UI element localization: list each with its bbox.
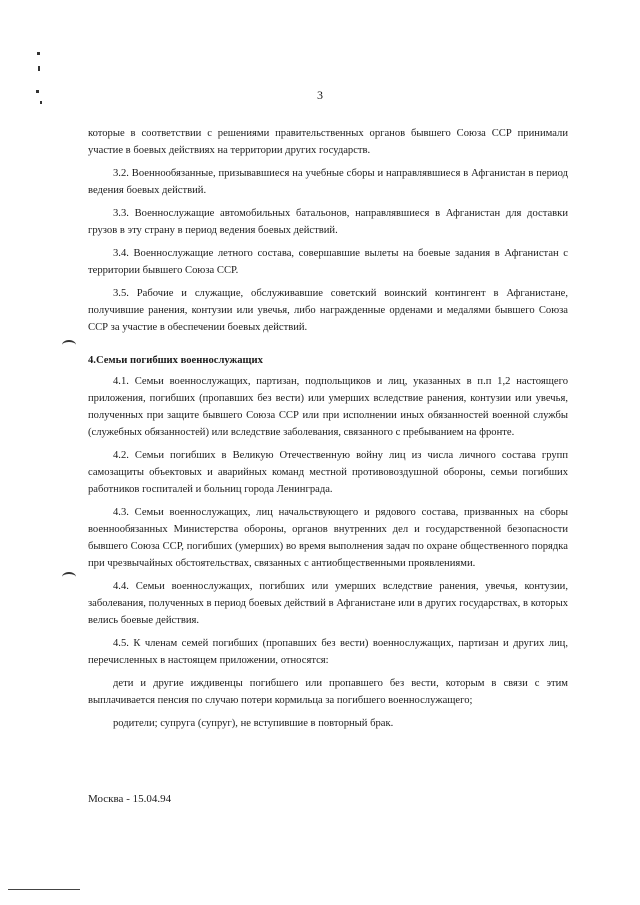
scan-mark [37, 52, 40, 55]
footer-place-date: Москва - 15.04.94 [88, 793, 172, 805]
paragraph: 4.3. Семьи военнослужащих, лиц начальствующего и рядового состава, призванных на сборы военнообязанных Министерства обороны, органов внутренних дел и государственной безопасности бывшего Союза ССР, погибших (умерших) во время выполнения задач по охране общественного порядка при чрезвычайных обстоятельствах, связанных с антиобщественными проявлениями. [88, 507, 568, 569]
paragraph: 3.4. Военнослужащие летного состава, совершавшие вылеты на боевые задания в Афганистан с территории бывшего Союза ССР. [88, 248, 568, 276]
paragraph: 4.4. Семьи военнослужащих, погибших или умерших вследствие ранения, увечья, контузии, заболевания, полученных в период боевых действий в Афганистане или в других государствах, в которых велись боевые действия. [88, 581, 568, 626]
section-heading: 4.Семьи погибших военнослужащих [88, 355, 263, 366]
paragraph: 3.3. Военнослужащие автомобильных батальонов, направлявшиеся в Афганистан для доставки грузов в эту страну в период ведения боевых действий. [88, 208, 568, 236]
paragraph: 3.2. Военнообязанные, призывавшиеся на учебные сборы и направлявшиеся в Афганистан в период ведения боевых действий. [88, 168, 568, 196]
paragraph: 4.5. К членам семей погибших (пропавших без вести) военнослужащих, партизан и других лиц, перечисленных в настоящем приложении, относятся: [88, 638, 568, 666]
document-body [88, 125, 568, 738]
paragraph: дети и другие иждивенцы погибшего или пропавшего без вести, которым в связи с этим выплачивается пенсия по случаю потери кормильца за погибшего военнослужащего; [88, 678, 568, 706]
paragraph: которые в соответствии с решениями правительственных органов бывшего Союза ССР принимали участие в боевых действиях на территории других государств. [88, 128, 568, 156]
paragraph: родители; супруга (супруг), не вступившие в повторный брак. [113, 718, 394, 729]
paragraph: 4.2. Семьи погибших в Великую Отечественную войну лиц из числа личного состава групп самозащиты объектовых и аварийных команд местной противовоздушной обороны, семьи погибших работников госпиталей и больниц города Ленинграда. [88, 450, 568, 495]
punch-hole-mark [62, 572, 76, 582]
paragraph: 4.1. Семьи военнослужащих, партизан, подпольщиков и лиц, указанных в п.п 1,2 настоящего приложения, погибших (пропавших без вести) или умерших вследствие ранения, контузии или увечья, полученных при защите бывшего Союза ССР или при исполнении иных обязанностей военной службы (служебных обязанностей) или вследствие заболевания, связанного с пребыванием на фронте. [88, 376, 568, 438]
paragraph: 3.5. Рабочие и служащие, обслуживавшие советский воинский контингент в Афганистане, получившие ранения, контузии или увечья, либо награжденные орденами и медалями бывшего Союза ССР за участие в обеспечении боевых действий. [88, 288, 568, 333]
page-number: 3 [317, 88, 323, 102]
scan-mark [38, 66, 40, 71]
scan-line [8, 889, 80, 890]
punch-hole-mark [62, 340, 76, 350]
